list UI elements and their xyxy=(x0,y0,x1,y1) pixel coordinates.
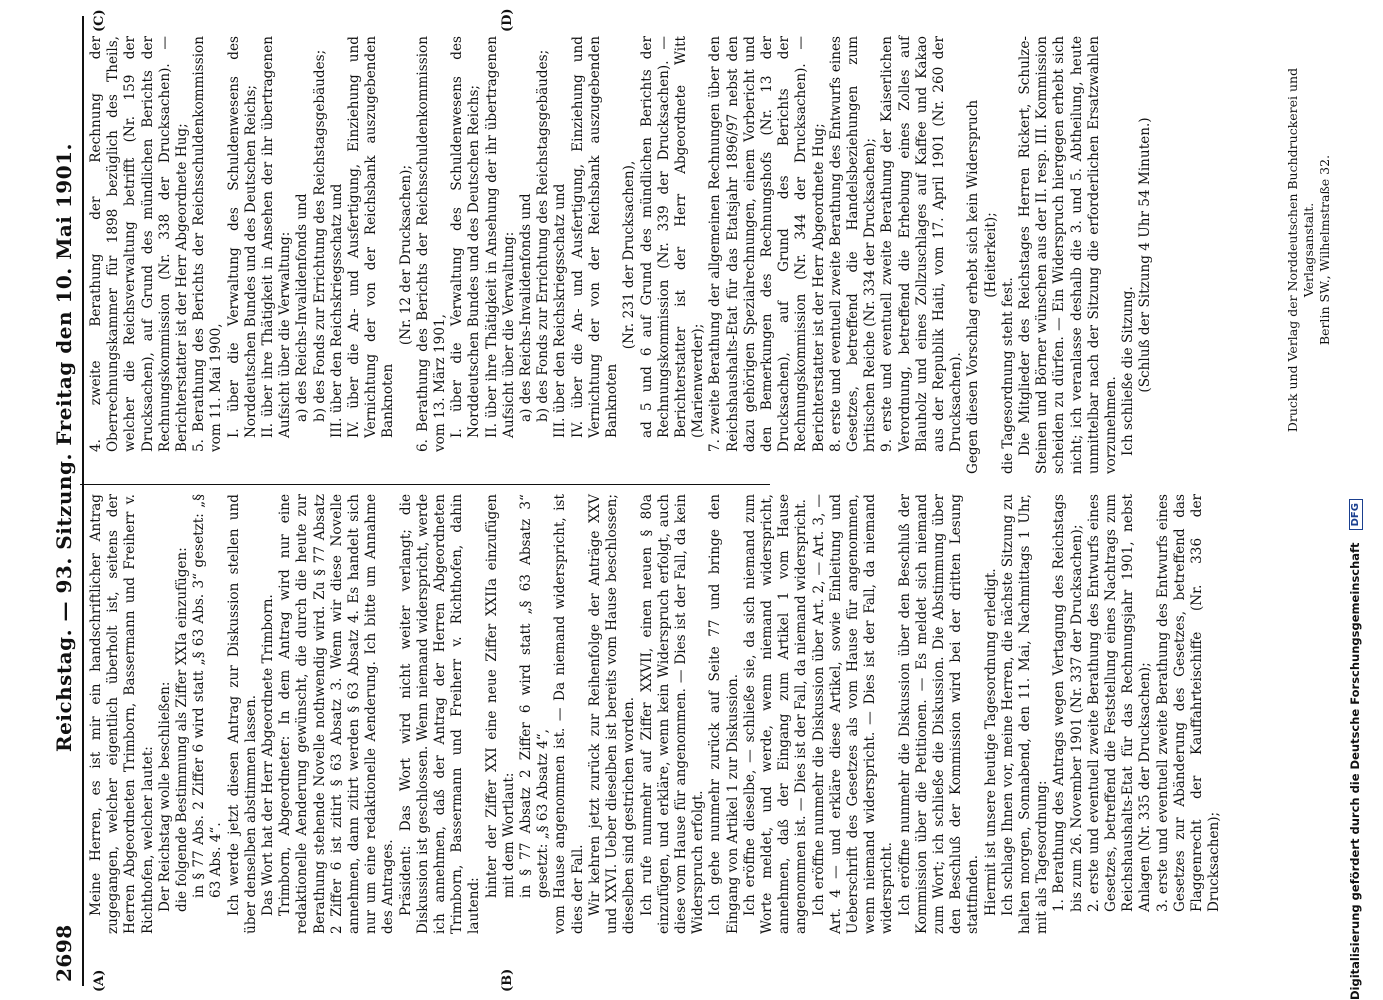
sub-item: (Nr. 231 der Drucksachen), xyxy=(621,160,638,350)
paragraph: (Heiterkeit); xyxy=(982,212,999,298)
paragraph: Ich eröffne nunmehr die Diskussion über den Beschluß der Kommission über die Petitionen. — Es meldet sich niemand zum Wort; ich schließe die Diskussion. Die Abstimmung über den Beschluß der Kommission wird bei der dritten Lesung stattfinden. xyxy=(896,494,982,934)
paragraph: Wir kehren jetzt zurück zur Reihenfolge der Anträge XXV und XXVI. Ueber dieselben ist bereits vom Hause beschlossen; dieselben sind gestrichen worden. xyxy=(586,494,638,934)
margin-mark-c: (C) xyxy=(92,9,107,32)
sub-item: (Nr. 12 der Drucksachen); xyxy=(397,164,414,346)
paragraph: Der Reichstag wolle beschließen: xyxy=(156,681,173,912)
paragraph: die folgende Bestimmung als Ziffer XXIa einzufügen: xyxy=(174,547,191,912)
paragraph: Ich eröffne dieselbe, — schließe sie, da sich niemand zum Worte meldet, und werde, wenn niemand widerspricht, annehmen, daß der Eingang zum Artikel 1 vom Hause angenommen ist. — Dies ist der Fall, da niemand widerspricht. xyxy=(741,494,810,934)
sub-item: IV. über die An- und Ausfertigung, Einziehung und Vernichtung der von der Reichsbank auszugebenden Banknoten xyxy=(569,36,621,438)
agenda-item: 8. erste und eventuell zweite Berathung des Entwurfs eines Gesetzes, betreffend die Handelsbeziehungen zum britischen Reiche (Nr. 334 der Drucksachen); xyxy=(827,36,879,452)
paragraph: Ich schließe die Sitzung. xyxy=(1120,286,1137,456)
digitization-note xyxy=(1348,0,1363,1000)
agenda-item: 9. erste und eventuell zweite Berathung der Kaiserlichen Verordnung, betreffend die Erhebung eines Zolles auf Blauholz und eines Zollzuschlages auf Kaffee und Kakao aus der Republik Haiti, vom 17. April 1901 (Nr. 260 der Drucksachen). xyxy=(879,36,965,452)
agenda-item: 5. Berathung des Berichts der Reichsschuldenkommission vom 11. Mai 1900, xyxy=(191,36,225,452)
dfg-logo-icon: DFG xyxy=(1349,499,1363,530)
agenda-item: 4. zweite Berathung der Rechnung der Oberrechnungskammer für 1898 bezüglich des Theils, welcher die Reichsverwaltung betrifft (Nr. 159 der Drucksachen), auf Grund des mündlichen Berichts der Rechnungskommission (Nr. 338 der Drucksachen). — Berichterstatter ist der Herr Abgeordnete Hug; xyxy=(88,36,191,452)
paragraph: die Tagesordnung steht fest. xyxy=(999,277,1016,474)
paragraph: Präsident: Das Wort wird nicht weiter verlangt; die Diskussion ist geschlossen. Wenn niemand widerspricht, werde ich annehmen, daß der Antrag der Herren Abgeordneten Trimborn, Bassermann und Freiherr v. Richthofen, dahin lautend: xyxy=(397,494,483,934)
sub-item: II. über ihre Thätigkeit in Ansehen der ihr übertragenen Aufsicht über die Verwaltung: xyxy=(260,36,294,438)
imprint-footer xyxy=(1285,20,1333,480)
paragraph: Ich schlage Ihnen vor, meine Herren, die nächste Sitzung zu halten morgen, Sonnabend, den 11. Mai, Nachmittags 1 Uhr, mit als Tagesordnung: xyxy=(999,494,1051,934)
paragraph: Ich eröffne nunmehr die Diskussion über Art. 2, — Art. 3, — Art. 4 — und erkläre diese Artikel, sowie Einleitung und Ueberschrift des Gesetzes als vom Hause für angenommen, wenn niemand widerspricht. — Dies ist der Fall, da niemand widerspricht. xyxy=(810,494,896,934)
margin-mark-a: (A) xyxy=(92,969,107,992)
sub-item: b) des Fonds zur Errichtung des Reichstagsgebäudes; xyxy=(535,49,552,422)
sub-item: a) des Reichs-Invalidenfonds und xyxy=(518,193,535,422)
printer-line: Druck und Verlag der Norddeutschen Buchdruckerei und Verlagsanstalt. xyxy=(1285,67,1316,433)
closing-note: (Schluß der Sitzung 4 Uhr 54 Minuten.) xyxy=(1137,117,1154,393)
sub-item: III. über den Reichskriegsschatz und xyxy=(328,183,345,438)
paragraph: Die Mitglieder des Reichstages Herren Rickert, Schulze-Steinen und Börner wünschen aus der II. resp. III. Kommission scheiden zu dürfen. — Ein Widerspruch hiergegen erhebt sich nicht; ich veranlasse deshalb die 3. und 5. Abtheilung, heute unmittelbar nach der Sitzung die erforderlichen Ersatzwahlen vorzunehmen. xyxy=(1016,36,1119,474)
paragraph: hinter der Ziffer XXI eine neue Ziffer XXIIa einzufügen mit dem Wortlaut: xyxy=(483,494,517,898)
page-number: 2698 xyxy=(52,924,76,982)
paragraph: Das Wort hat der Herr Abgeordnete Trimborn. xyxy=(260,594,277,916)
margin-mark-d: (D) xyxy=(500,8,515,32)
margin-mark-b: (B) xyxy=(500,968,515,992)
sub-item: I. über die Verwaltung des Schuldenwesens des Norddeutschen Bundes und des Deutschen Reichs; xyxy=(449,36,483,438)
paragraph: Trimborn, Abgeordneter: In dem Antrag wird nur eine redaktionelle Aenderung gewünscht, die durch die heute zur Berathung stehende Novelle nothwendig wird. Zu § 77 Absatz 2 Ziffer 6 ist zitirt § 63 Absatz 3. Wenn wir diese Novelle annehmen, dann zitirt werden § 63 Absatz 4. Es handelt sich nur um eine redaktionelle Aenderung. Ich bitte um Annahme des Antrages. xyxy=(277,494,397,934)
sub-item: ad 5 und 6 auf Grund des mündlichen Berichts der Rechnungskommission (Nr. 339 der Drucksachen). — Berichterstatter ist der Herr Abgeordnete Witt (Marienwerder); xyxy=(638,36,707,438)
right-column xyxy=(88,36,1155,474)
paragraph: in § 77 Abs. 2 Ziffer 6 wird statt „§ 63 Abs. 3“ gesetzt: „§ 63 Abs. 4“. xyxy=(191,494,225,898)
sub-item: IV. über die An- und Ausfertigung, Einziehung und Vernichtung der von der Reichsbank auszugebenden Banknoten xyxy=(346,36,397,438)
address-line: Berlin SW., Wilhelmstraße 32. xyxy=(1317,154,1332,346)
paragraph: Gegen diesen Vorschlag erhebt sich kein Widerspruch xyxy=(965,99,982,474)
paragraph: Ich gehe nunmehr zurück auf Seite 77 und bringe den Eingang von Artikel 1 zur Diskussion. xyxy=(707,494,741,934)
paragraph: Ich rufe nunmehr auf Ziffer XXVII, einen neuen § 80a einzufügen, und erkläre, wenn kein Widerspruch erfolgt, auch diese vom Hause für angenommen. — Dies ist der Fall, da kein Widerspruch erfolgt. xyxy=(638,494,707,934)
sub-item: a) des Reichs-Invalidenfonds und xyxy=(294,193,311,422)
running-title: Reichstag. — 93. Sitzung. Freitag den 10. Mai 1901. xyxy=(52,143,76,752)
sub-item: III. über den Reichskriegsschatz und xyxy=(552,183,569,438)
sub-item: II. über ihre Thätigkeit in Ansehung der ihr übertragenen Aufsicht über die Verwaltung: xyxy=(483,36,517,438)
paragraph: vom Hause angenommen ist. — Da niemand widerspricht, ist dies der Fall. xyxy=(552,494,586,934)
paragraph: Ich werde jetzt diesen Antrag zur Diskussion stellen und über denselben abstimmen lassen. xyxy=(225,494,259,934)
digitization-text: Digitalisierung gefördert durch die Deutsche Forschungsgemeinschaft xyxy=(1348,542,1362,1000)
left-column xyxy=(88,494,1223,934)
paragraph: Meine Herren, es ist mir ein handschriftlicher Antrag zugegangen, welcher eigentlich überholt ist, seitens der Herren Abgeordneten Trimborn, Bassermann und Freiherr v. Richthofen, welcher lautet: xyxy=(88,494,156,934)
header-rule xyxy=(82,16,84,986)
paragraph: Hiermit ist unsere heutige Tagesordnung erledigt. xyxy=(982,568,999,916)
paragraph: in § 77 Absatz 2 Ziffer 6 wird statt „§ 63 Absatz 3“ gesetzt: „§ 63 Absatz 4“, xyxy=(518,494,552,898)
agenda-item: 7. zweite Berathung der allgemeinen Rechnungen über den Reichshaushalts-Etat für das Etatsjahr 1896/97 nebst den dazu gehörigen Spezialrechnungen, einem Vorbericht und den Bemerkungen des Rechnungshofs (Nr. 13 der Drucksachen), auf Grund des Berichts der Rechnungskommission (Nr. 344 der Drucksachen). — Berichterstatter ist der Herr Abgeordnete Hug; xyxy=(707,36,827,452)
page-header xyxy=(52,0,92,982)
agenda-item: 1. Berathung des Antrags wegen Vertagung des Reichstags bis zum 26. November 1901 (Nr. 337 der Drucksachen); xyxy=(1051,494,1085,912)
agenda-item: 2. erste und eventuell zweite Berathung des Entwurfs eines Gesetzes, betreffend die Feststellung eines Nachtrags zum Reichshaushalts-Etat für das Rechnungsjahr 1901, nebst Anlagen (Nr. 335 der Drucksachen); xyxy=(1085,494,1154,912)
sub-item: I. über die Verwaltung des Schuldenwesens des Norddeutschen Bundes und des Deutschen Reichs; xyxy=(225,36,259,438)
sub-item: b) des Fonds zur Errichtung des Reichstagsgebäudes; xyxy=(311,49,328,422)
agenda-item: 6. Berathung des Berichts der Reichsschuldenkommission vom 13. März 1901, xyxy=(414,36,449,452)
column-divider xyxy=(80,484,770,485)
agenda-item: 3. erste und eventuell zweite Berathung des Entwurfs eines Gesetzes zur Abänderung des Gesetzes, betreffend das Flaggenrecht der Kauffahrteischiffe (Nr. 336 der Drucksachen); xyxy=(1154,494,1223,912)
